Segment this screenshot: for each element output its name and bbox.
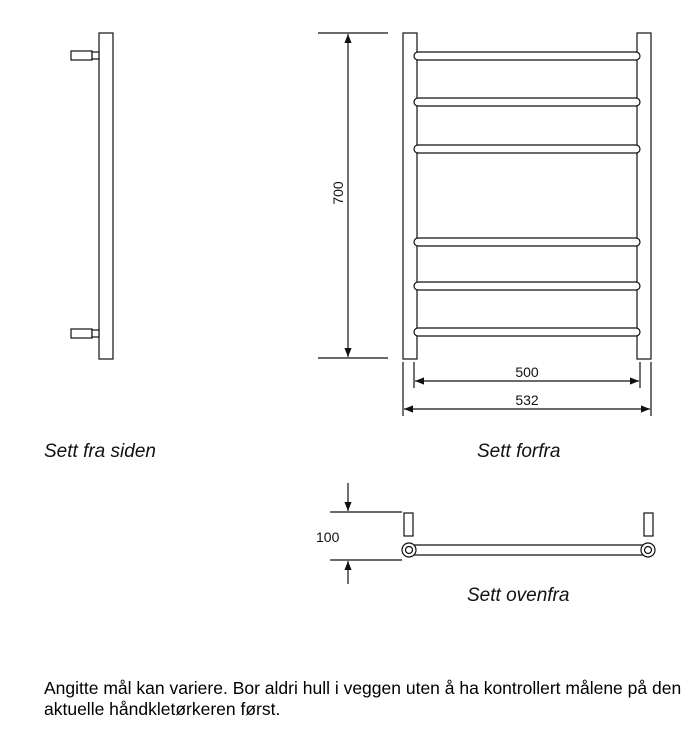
side-view-top-connector [92, 52, 99, 59]
front-view-label: Sett forfra [477, 441, 561, 462]
top-view-left-bracket [404, 513, 413, 536]
front-view-bar [414, 238, 640, 246]
front-view [403, 33, 651, 359]
side-view-frame [99, 33, 113, 359]
side-view [71, 33, 113, 359]
depth-dimension-label: 100 [316, 529, 340, 545]
outer-width-dimension-label: 532 [515, 392, 539, 408]
top-view-right-bracket [644, 513, 653, 536]
front-view-bar [414, 52, 640, 60]
top-view [402, 513, 655, 557]
top-view-right-joint-inner [645, 547, 652, 554]
top-view-left-joint-inner [406, 547, 413, 554]
front-view-bar [414, 145, 640, 153]
front-view-bar [414, 328, 640, 336]
top-view-label: Sett ovenfra [467, 585, 570, 606]
front-view-bar [414, 98, 640, 106]
side-view-bottom-connector [92, 330, 99, 337]
front-view-right-post [637, 33, 651, 359]
side-view-top-bracket [71, 51, 92, 60]
height-dimension [318, 33, 388, 358]
side-view-bottom-bracket [71, 329, 92, 338]
front-view-left-post [403, 33, 417, 359]
side-view-label: Sett fra siden [44, 441, 156, 462]
depth-dimension [330, 483, 402, 584]
height-dimension-label: 700 [330, 181, 346, 205]
front-view-bar [414, 282, 640, 290]
inner-width-dimension-label: 500 [515, 364, 539, 380]
top-view-rail [410, 545, 648, 555]
disclaimer-note: Angitte mål kan variere. Bor aldri hull i veggen uten å ha kontrollert målene på den aktuelle håndkletørkeren først. [44, 678, 682, 719]
